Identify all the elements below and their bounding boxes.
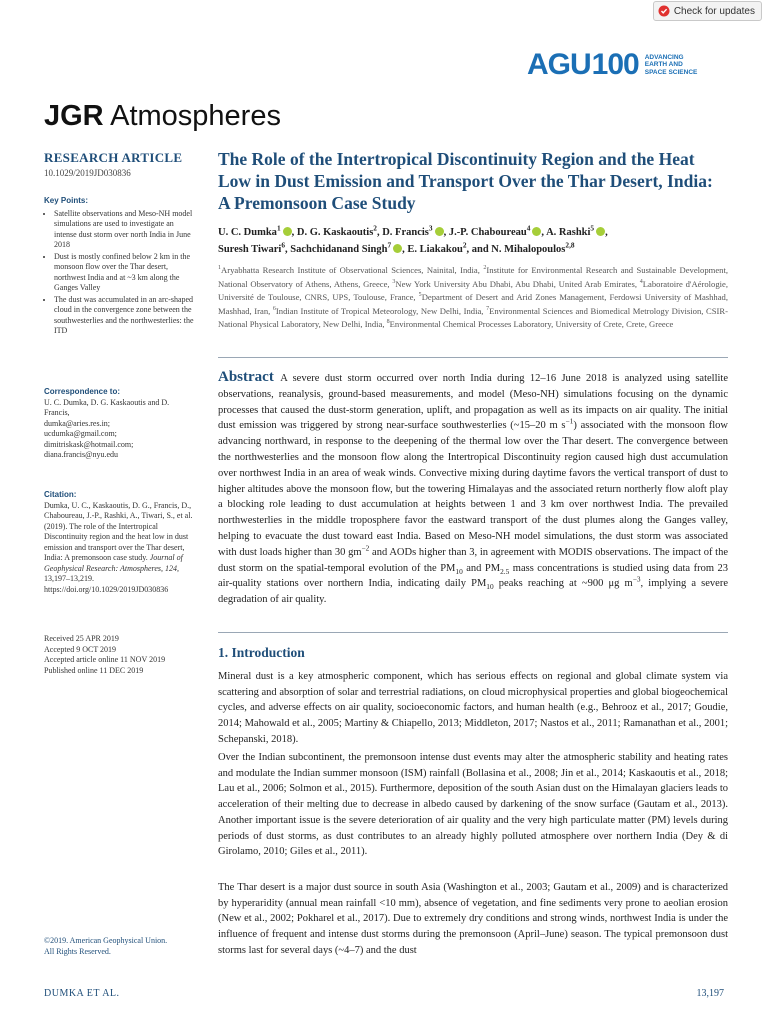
paragraph: The Thar desert is a major dust source in south Asia (Washington et al., 2003; Gautam et al., 2009) and is characterized by hyperaridity (annual mean rainfall <10 mm), absence of vegetation, and fine sediments very prone to aeolian erosion (New et al., 2002; Pokharel et al., 2017). Due to extremely dry conditions and strong winds, northwest India is under the influence of frequent and intense dust storms during the premonsoon (April–June) season. The typical premonsoon dust storms last for several days (~4–7) and the dust: [218, 882, 728, 956]
author-name: E. Liakakou: [407, 244, 463, 255]
orcid-icon[interactable]: [393, 244, 402, 253]
affiliation-text: Laboratoire d'Aérologie, Université de Toulouse, CNRS, UPS, Toulouse, France,: [218, 278, 728, 302]
affiliation-number: 5: [418, 292, 422, 299]
key-point: • Dust is mostly confined below 2 km in the monsoon flow over the Thar desert, northwest India and at ~3 km along the Ganges Valley: [54, 252, 194, 294]
abstract-label: Abstract: [218, 369, 281, 385]
journal-name-bold: JGR: [44, 100, 104, 132]
email-link[interactable]: dimitriskask@hotmail.com;: [44, 439, 134, 449]
affiliation-text: Institute for Environmental Research and Sustainable Development, National Observatory of Athens, Athens, Greece,: [218, 265, 728, 289]
author-separator: , and: [466, 244, 492, 255]
citation: [44, 490, 194, 595]
author-affiliation-number: 5: [590, 223, 595, 233]
affiliations: [218, 264, 728, 332]
author-separator: ,: [605, 227, 608, 238]
author-separator: ,: [402, 244, 408, 255]
author-affiliation-number: 7: [387, 240, 392, 250]
abstract: [218, 370, 728, 608]
agu100-logo: [527, 48, 707, 82]
key-points-list: [44, 209, 194, 337]
citation-journal: Journal of Geophysical Research: Atmospheres, 124,: [44, 553, 183, 573]
affiliation-number: 4: [639, 278, 643, 285]
abstract-sub: 10: [486, 582, 494, 592]
affiliation-number: 6: [272, 305, 276, 312]
affiliation-number: 3: [392, 278, 396, 285]
citation-text: [44, 501, 194, 596]
divider: [218, 632, 728, 633]
copyright: [44, 935, 167, 957]
abstract-text: and AODs higher than 3, in agreement with MODIS observations. The impact of the dust storm on the spatial-temporal evolution of the PM: [218, 546, 729, 574]
key-point: • Satellite observations and Meso-NH model simulations are used to investigate an intense dust storm over north India in June 2018: [54, 209, 194, 251]
citation-doi-link[interactable]: 13,197–13,219. https://doi.org/10.1029/2019JD030836: [44, 574, 169, 594]
article-doi[interactable]: 10.1029/2019JD030836: [44, 168, 131, 178]
author-separator: ,: [376, 227, 383, 238]
copyright-line: All Rights Reserved.: [44, 947, 111, 956]
affiliation-text: Aryabhatta Research Institute of Observational Sciences, Nainital, India,: [221, 265, 484, 275]
journal-name: [44, 100, 281, 133]
article-dates: [44, 634, 194, 676]
affiliation-number: 8: [386, 319, 390, 326]
agu-logo-word: AGU: [527, 48, 591, 81]
affiliation-text: Department of Desert and Arid Zones Management, Ferdowsi University of Mashhad, Mashhad, Iran,: [218, 292, 728, 316]
section-heading: 1. Introduction: [218, 645, 305, 660]
article-title: The Role of the Intertropical Discontinuity Region and the Heat Low in Dust Emission and Transport Over the Thar Desert, India: A Premonsoon Case Study: [218, 149, 713, 213]
author-separator: ,: [285, 244, 291, 255]
check-updates-label: Check for updates: [673, 5, 755, 17]
author-affiliation-number: 2: [373, 223, 377, 233]
affiliation-number: 7: [486, 305, 490, 312]
agu-logo-number: 100: [591, 48, 639, 81]
abstract-sub: 2.5: [500, 566, 510, 576]
key-points: [44, 196, 194, 338]
orcid-icon[interactable]: [435, 227, 444, 236]
author-affiliation-number: 2,8: [565, 240, 575, 250]
citation-body: Dumka, U. C., Kaskaoutis, D. G., Francis, D., Chaboureau, J.-P., Rashki, A., Tiwari, S., et al. (2019). The role of the Intertropical Discontinuity region and the heat low in dust emission and transport over the Thar desert, India: A premonsoon case study.: [44, 500, 193, 562]
agu-tagline-line: EARTH AND: [644, 61, 683, 69]
author-name: J.-P. Chaboureau: [448, 227, 527, 238]
orcid-icon[interactable]: [283, 227, 292, 236]
author-name: D. Francis: [382, 227, 429, 238]
abstract-text: , implying a severe degradation of air quality.: [218, 578, 728, 606]
agu-tagline-line: ADVANCING: [644, 53, 684, 61]
email-link[interactable]: dumka@aries.res.in;: [44, 418, 111, 428]
journal-name-rest: Atmospheres: [103, 100, 281, 132]
author-name: A. Rashki: [546, 227, 591, 238]
key-points-label: Key Points:: [44, 196, 89, 205]
paragraph: Mineral dust is a key atmospheric component, which has serious effects on regional and global climate system via scattering and absorption of solar and terrestrial radiations, on cloud microphysical properties and global biogeochemical cycles, and adverse effects on air quality, socioeconomic factors, and human health (e.g., Behrooz et al., 2017; Goudie, 2014; Mahowald et al., 2005; Martiny & Chiapello, 2013; Middleton, 2017; Nastos et al., 2011; Ramanathan et al., 2001; Schepanski, 2018).: [218, 671, 728, 745]
page-number: 13,197: [696, 988, 724, 999]
author-separator: ,: [541, 227, 547, 238]
agu-tagline-line: SPACE SCIENCE: [644, 68, 698, 76]
abstract-text: A severe dust storm occurred over north India during 12–16 June 2018 is analyzed using satellite observations, reanalysis, ground-based measurements, and model (Meso-NH) simulations focusing on the dynamic processes that caused the dust-storm generation, uplift, and propagation as well as its impacts on air quality. The initial dust emission was triggered by strong near-surface southwesterlies (~15–20 m s: [218, 373, 728, 432]
author-affiliation-number: 4: [526, 223, 531, 233]
affiliation-text: Environmental Chemical Processes Laboratory, University of Crete, Crete, Greece: [389, 319, 674, 329]
agu-tagline: [645, 54, 707, 77]
abstract-sub: 10: [455, 566, 463, 576]
author-affiliation-number: 6: [281, 240, 285, 250]
author-affiliation-number: 2: [462, 240, 467, 250]
abstract-text: ) associated with the monsoon flow advancing northward, in response to the deepening of the thermal low over the Thar desert. The convergence between the northwesterlies and the monsoon flow along the Intertropical Discontinuity region caused high dust accumulation over northwest India in an area of weak winds. Convective mixing during daytime favors the vertical transport of dust to higher altitudes above the monsoon flow, but the towering Himalayas and the associated return northerly flow aloft play a blocking role leading to dust accumulation at heights between 1 and 3 km over northwest India. The prevailed northwesterlies in the middle troposphere favor the eastward transport of the dust plumes along the Ganges valley, helping to evacuate the dust toward east India. Based on Meso-NH model simulations, the dust storm was associated with dust loads higher than 30 gm: [218, 420, 728, 558]
author-affiliation-number: 1: [276, 223, 281, 233]
correspondence-label: Correspondence to:: [44, 387, 121, 396]
abstract-text: peaks reaching at ~900 μg m: [493, 578, 633, 590]
affiliation-number: 1: [218, 265, 222, 272]
orcid-icon[interactable]: [596, 227, 605, 236]
author-separator: ,: [443, 227, 449, 238]
copyright-line: ©2019. American Geophysical Union.: [44, 936, 168, 945]
divider: [218, 357, 728, 358]
affiliation-text: Environmental Sciences and Biomedical Metrology Division, CSIR-National Physical Laboratory, New Delhi, India,: [218, 305, 728, 329]
article-type: RESEARCH ARTICLE: [44, 150, 183, 165]
running-head: DUMKA ET AL.: [44, 988, 120, 999]
abstract-text: and PM: [462, 562, 501, 574]
abstract-sup: −1: [565, 416, 574, 426]
date-received: Received 25 APR 2019: [44, 634, 119, 643]
author-name: Sachchidanand Singh: [290, 244, 388, 255]
email-link[interactable]: ucdumka@gmail.com;: [44, 429, 117, 438]
author-separator: ,: [291, 227, 297, 238]
author-name: Suresh Tiwari: [218, 244, 282, 255]
affiliation-number: 2: [483, 265, 487, 272]
check-updates-icon: [658, 5, 670, 17]
correspondence-names: U. C. Dumka, D. G. Kaskaoutis and D. Francis,: [44, 397, 170, 417]
abstract-sup: −3: [632, 574, 641, 584]
check-for-updates-button[interactable]: [653, 1, 762, 21]
affiliation-text: Indian Institute of Tropical Meteorology, New Delhi, India,: [275, 305, 487, 316]
correspondence: [44, 387, 194, 461]
email-link[interactable]: diana.francis@nyu.edu: [44, 450, 119, 459]
date-published: Published online 11 DEC 2019: [44, 665, 144, 675]
author-name: U. C. Dumka: [218, 227, 277, 238]
affiliation-text: New York University Abu Dhabi, Abu Dhabi, United Arab Emirates,: [395, 278, 640, 289]
author-affiliation-number: 3: [428, 223, 433, 233]
author-list: [218, 224, 728, 258]
key-point: • The dust was accumulated in an arc-shaped cloud in the convergence zone between the southwesterlies and the northwesterlies: the ITD: [54, 295, 194, 337]
date-accepted: Accepted 9 OCT 2019: [44, 644, 117, 654]
citation-label: Citation:: [44, 490, 77, 499]
paragraph: Over the Indian subcontinent, the premonsoon intense dust events may alter the atmospheric stability and heating rates and modulate the Indian summer monsoon (ISM) rainfall (Bollasina et al., 2008; Jin et al., 2014; Kaskaoutis et al., 2018; Lau et al., 2006; Solmon et al., 2015). Furthermore, deposition of the south Asian dust on the Himalayan glaciers leads to acceleration of their melting due to decrease in albedo caused by darkening of the snow surface (Gautam et al., 2013). Another important issue is the severe deterioration of air quality and the very high particulate matter (PM) levels during periods of dust storms, as dust contributes to an already highly polluted atmosphere over northern India (Dey & di Girolamo, 2010; Giles et al., 2011).: [218, 752, 728, 858]
abstract-text: mass concentrations is studied using data from 23 air-quality stations over northern India, indicating daily PM: [218, 562, 729, 590]
abstract-sup: −2: [361, 543, 370, 553]
author-name: D. G. Kaskaoutis: [296, 227, 374, 238]
author-name: N. Mihalopoulos: [491, 244, 566, 255]
date-accepted-online: Accepted article online 11 NOV 2019: [44, 655, 166, 664]
